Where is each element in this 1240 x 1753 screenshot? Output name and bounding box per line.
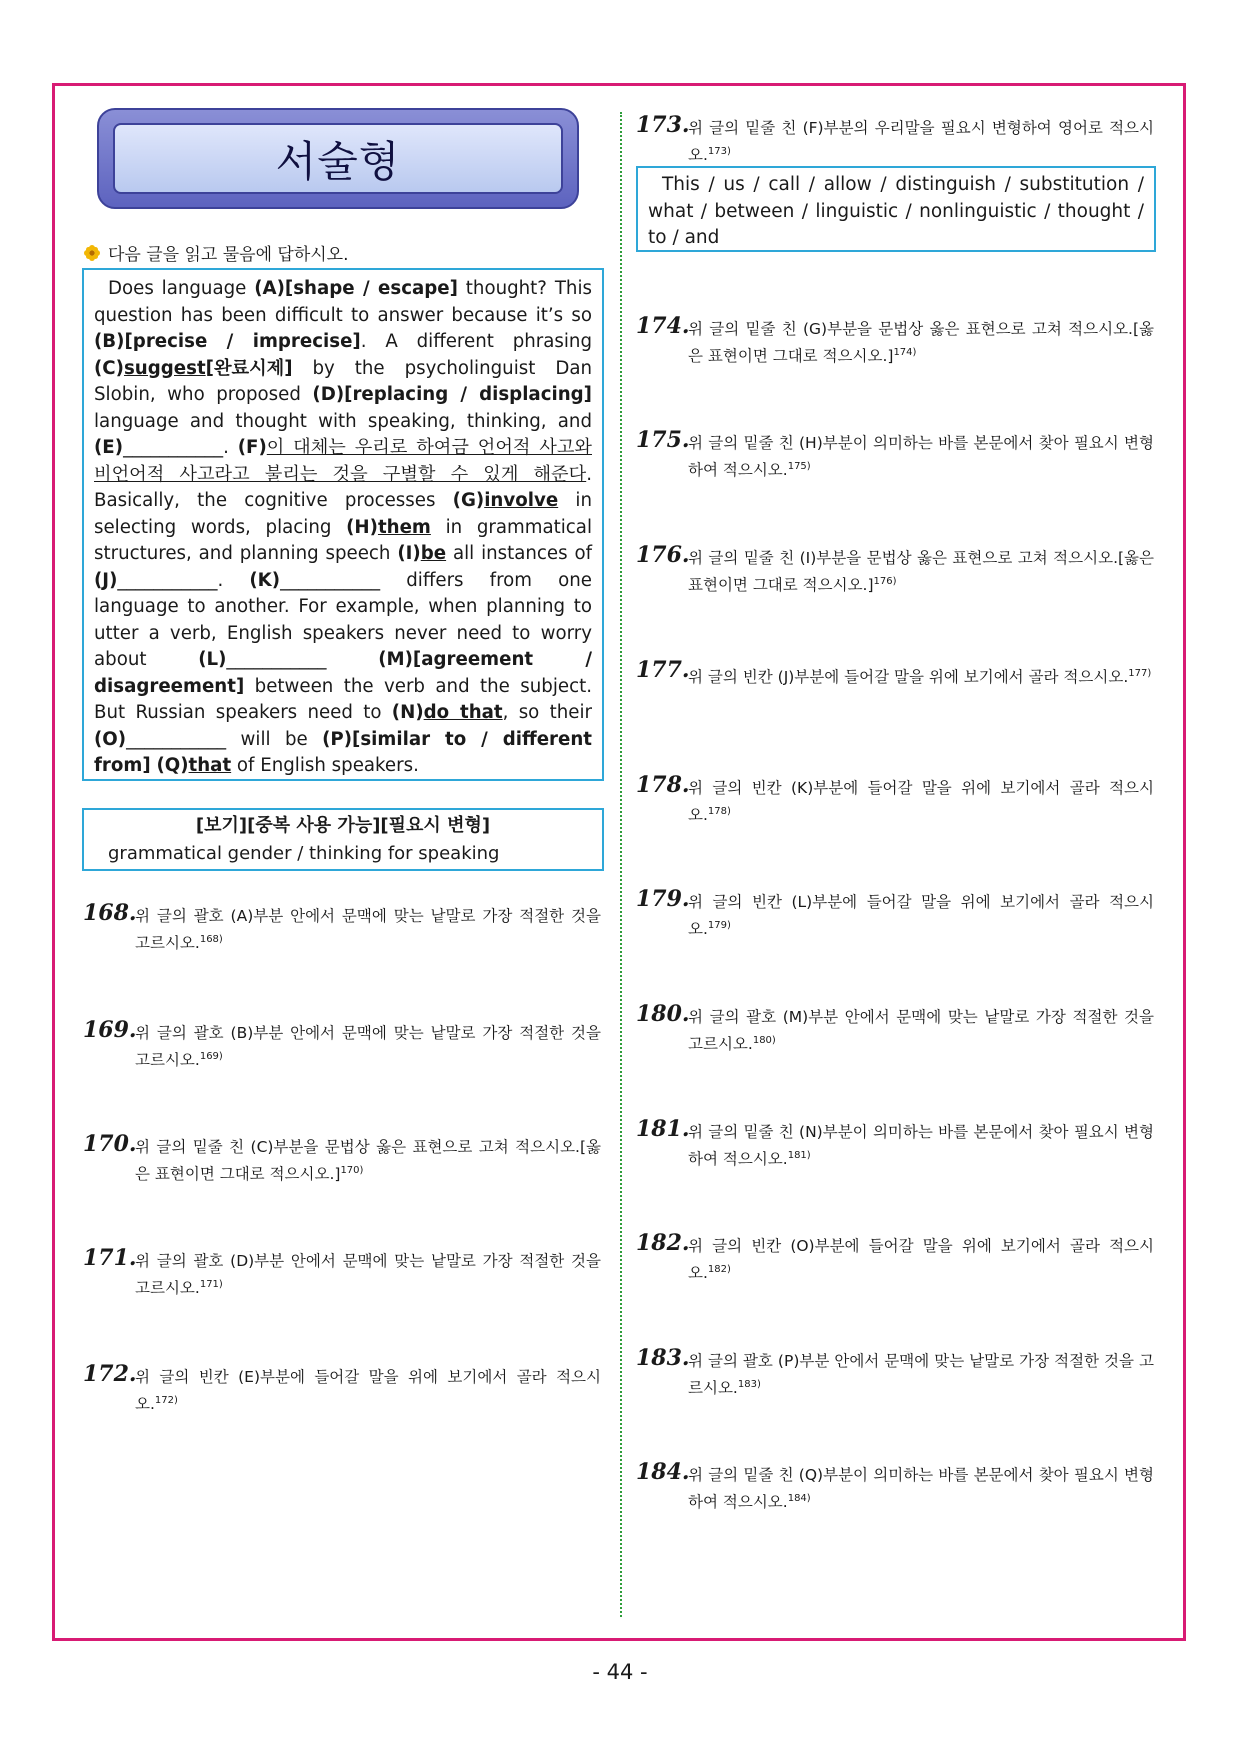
flower-icon <box>84 245 100 261</box>
question-text: 위 글의 괄호 (M)부분 안에서 문맥에 맞는 낱말로 가장 적절한 것을 고르시오. <box>688 1008 1154 1054</box>
question <box>636 1230 1154 1285</box>
question <box>83 1245 601 1300</box>
question-text: 위 글의 밑줄 친 (N)부분이 의미하는 바를 본문에서 찾아 필요시 변형하여 적으시오. <box>688 1123 1154 1169</box>
footnote-marker: 184) <box>787 1493 811 1504</box>
passage-run: Does language <box>108 278 255 299</box>
passage-run: by the psycholinguist Dan Slobin, who proposed <box>94 357 592 405</box>
question-text: 위 글의 밑줄 친 (G)부분을 문법상 옳은 표현으로 고쳐 적으시오.[옳은 표현이면 그대로 적으시오.] <box>688 320 1154 366</box>
passage-run: be <box>420 543 447 564</box>
question-number: 178. <box>636 772 690 798</box>
passage-run: (L) <box>198 649 227 670</box>
footnote-marker: 174) <box>893 347 917 358</box>
question-number: 170. <box>83 1131 137 1157</box>
passage-run: ___________ will be <box>126 728 323 750</box>
bogi-items: grammatical gender / thinking for speaking <box>108 843 500 864</box>
question <box>636 313 1154 368</box>
question-text: 위 글의 괄호 (D)부분 안에서 문맥에 맞는 낱말로 가장 적절한 것을 고르시오. <box>135 1252 601 1298</box>
passage-run: (J) <box>94 569 118 591</box>
question-text: 위 글의 밑줄 친 (F)부분의 우리말을 필요시 변형하여 영어로 적으시오. <box>688 119 1154 165</box>
question <box>83 1131 601 1186</box>
passage-run: (K) <box>249 569 281 591</box>
question <box>636 427 1154 482</box>
question-text: 위 글의 괄호 (B)부분 안에서 문맥에 맞는 낱말로 가장 적절한 것을 고르시오. <box>135 1024 601 1070</box>
passage-run: of English speakers. <box>231 755 419 776</box>
passage-run: between the verb and the subject. But Russian speakers need to <box>94 675 592 723</box>
question-number: 169. <box>83 1017 137 1043</box>
footnote-marker: 169) <box>199 1051 223 1062</box>
word-box <box>636 166 1156 252</box>
question <box>636 1116 1154 1171</box>
passage-run: [완료시제] <box>205 357 293 379</box>
question-number: 181. <box>636 1116 690 1142</box>
passage-run: ___________. <box>117 569 250 591</box>
footnote-marker: 178) <box>707 806 731 817</box>
question-number: 176. <box>636 542 690 568</box>
question-number: 177. <box>636 657 690 683</box>
question-text: 위 글의 빈칸 (O)부분에 들어갈 말을 위에 보기에서 골라 적으시오. <box>688 1237 1154 1283</box>
question <box>636 772 1154 827</box>
passage-run: (G) <box>452 490 485 511</box>
question-number: 179. <box>636 886 690 912</box>
passage-run: (D)[replacing / displacing] <box>312 384 592 405</box>
question <box>83 1017 601 1072</box>
question-number: 168. <box>83 900 137 926</box>
column-divider <box>620 112 622 1617</box>
page-number: - 44 - <box>592 1660 648 1684</box>
passage-run: ___________. <box>123 437 238 458</box>
question-text: 위 글의 빈칸 (K)부분에 들어갈 말을 위에 보기에서 골라 적으시오. <box>688 779 1154 825</box>
question-number: 182. <box>636 1230 690 1256</box>
question-number: 172. <box>83 1361 137 1387</box>
passage-run: in selecting words, placing <box>94 490 592 538</box>
passage-run: , so their <box>502 702 592 723</box>
question <box>636 1345 1154 1400</box>
footnote-marker: 177) <box>1128 668 1152 679</box>
question-number: 183. <box>636 1345 690 1371</box>
question-text: 위 글의 밑줄 친 (Q)부분이 의미하는 바를 본문에서 찾아 필요시 변형하여 적으시오. <box>688 1466 1154 1512</box>
question <box>636 886 1154 941</box>
reading-passage <box>82 268 604 781</box>
bogi-box <box>82 808 604 871</box>
footnote-marker: 181) <box>787 1150 811 1161</box>
passage-run: all instances of <box>446 543 592 564</box>
section-title-inner <box>113 123 563 194</box>
question <box>636 1001 1154 1056</box>
passage-run: 이 대체는 우리로 하여금 언어적 사고와 비언어적 사고라고 불리는 것을 구별할 수 있게 해준다 <box>94 437 592 485</box>
footnote-marker: 168) <box>199 934 223 945</box>
passage-run: do that <box>423 702 503 723</box>
question <box>83 900 601 955</box>
passage-run: ___________ differs from one language to another. For example, when planning to utter a verb, English speakers never need to worry about <box>94 569 592 670</box>
question-text: 위 글의 밑줄 친 (C)부분을 문법상 옳은 표현으로 고쳐 적으시오.[옳은 표현이면 그대로 적으시오.] <box>135 1138 601 1184</box>
passage-run: (B)[precise / imprecise] <box>94 331 361 352</box>
question <box>636 657 1154 689</box>
passage-run: (H) <box>346 516 378 538</box>
section-title-banner <box>97 108 579 209</box>
passage-run: ___________ <box>226 649 379 670</box>
footnote-marker: 182) <box>707 1264 731 1275</box>
passage-run: (A)[shape / escape] <box>254 278 458 299</box>
question-text: 위 글의 밑줄 친 (I)부분을 문법상 옳은 표현으로 고쳐 적으시오.[옳은 표현이면 그대로 적으시오.] <box>688 549 1154 595</box>
passage-run: them <box>377 516 431 538</box>
passage-run: (F) <box>237 437 267 458</box>
question-text: 위 글의 밑줄 친 (H)부분이 의미하는 바를 본문에서 찾아 필요시 변형하여 적으시오. <box>688 434 1154 480</box>
passage-run: suggest <box>123 357 206 379</box>
footnote-marker: 171) <box>199 1279 223 1290</box>
passage-run: thought? This question has been difficult to answer because it’s so <box>94 278 592 326</box>
passage-run: (E) <box>94 437 124 458</box>
question-number: 180. <box>636 1001 690 1027</box>
passage-run: involve <box>484 490 559 511</box>
question <box>636 542 1154 597</box>
question-number: 173. <box>636 112 690 138</box>
passage-run: (I) <box>397 543 421 564</box>
footnote-marker: 175) <box>787 461 811 472</box>
footnote-marker: 173) <box>707 146 731 157</box>
question-text: 위 글의 괄호 (A)부분 안에서 문맥에 맞는 낱말로 가장 적절한 것을 고르시오. <box>135 907 601 953</box>
question <box>83 1361 601 1416</box>
footnote-marker: 183) <box>737 1379 761 1390</box>
footnote-marker: 179) <box>707 920 731 931</box>
question-text: 위 글의 괄호 (P)부분 안에서 문맥에 맞는 낱말로 가장 적절한 것을 고르시오. <box>688 1352 1154 1398</box>
question <box>636 112 1154 167</box>
word-box-text: This / us / call / allow / distinguish / substitution / what / between / linguistic / nonlinguistic / thought / to / and <box>648 174 1144 248</box>
question-number: 171. <box>83 1245 137 1271</box>
passage-run: language and thought with speaking, thinking, and <box>94 410 592 432</box>
section-title: 서술형 <box>275 136 401 186</box>
question-text: 위 글의 빈칸 (L)부분에 들어갈 말을 위에 보기에서 골라 적으시오. <box>688 893 1154 939</box>
instruction <box>84 240 349 265</box>
footnote-marker: 170) <box>340 1165 364 1176</box>
passage-run: (C) <box>94 357 124 379</box>
question-number: 184. <box>636 1459 690 1485</box>
passage-run: (N) <box>391 702 424 723</box>
passage-run: (Q) <box>156 755 189 776</box>
question-text: 위 글의 빈칸 (J)부분에 들어갈 말을 위에 보기에서 골라 적으시오. <box>688 668 1129 687</box>
footnote-marker: 180) <box>752 1035 776 1046</box>
bogi-title: [보기][중복 사용 가능][필요시 변형] <box>195 815 491 836</box>
passage-run: . A different phrasing <box>360 331 592 352</box>
question-number: 174. <box>636 313 690 339</box>
passage-run: (P)[similar to / different from] <box>94 728 592 776</box>
question-number: 175. <box>636 427 690 453</box>
instruction-text: 다음 글을 읽고 물음에 답하시오. <box>108 245 349 265</box>
passage-run: . Basically, the cognitive processes <box>94 463 592 511</box>
footnote-marker: 172) <box>154 1395 178 1406</box>
passage-run: that <box>188 755 232 776</box>
passage-paragraph <box>94 276 592 780</box>
question-text: 위 글의 빈칸 (E)부분에 들어갈 말을 위에 보기에서 골라 적으시오. <box>135 1368 601 1414</box>
passage-run: (O) <box>94 728 127 750</box>
passage-run: in grammatical structures, and planning speech <box>94 516 592 564</box>
passage-run: (M)[agreement / disagreement] <box>94 649 592 697</box>
question <box>636 1459 1154 1514</box>
footnote-marker: 176) <box>873 576 897 587</box>
